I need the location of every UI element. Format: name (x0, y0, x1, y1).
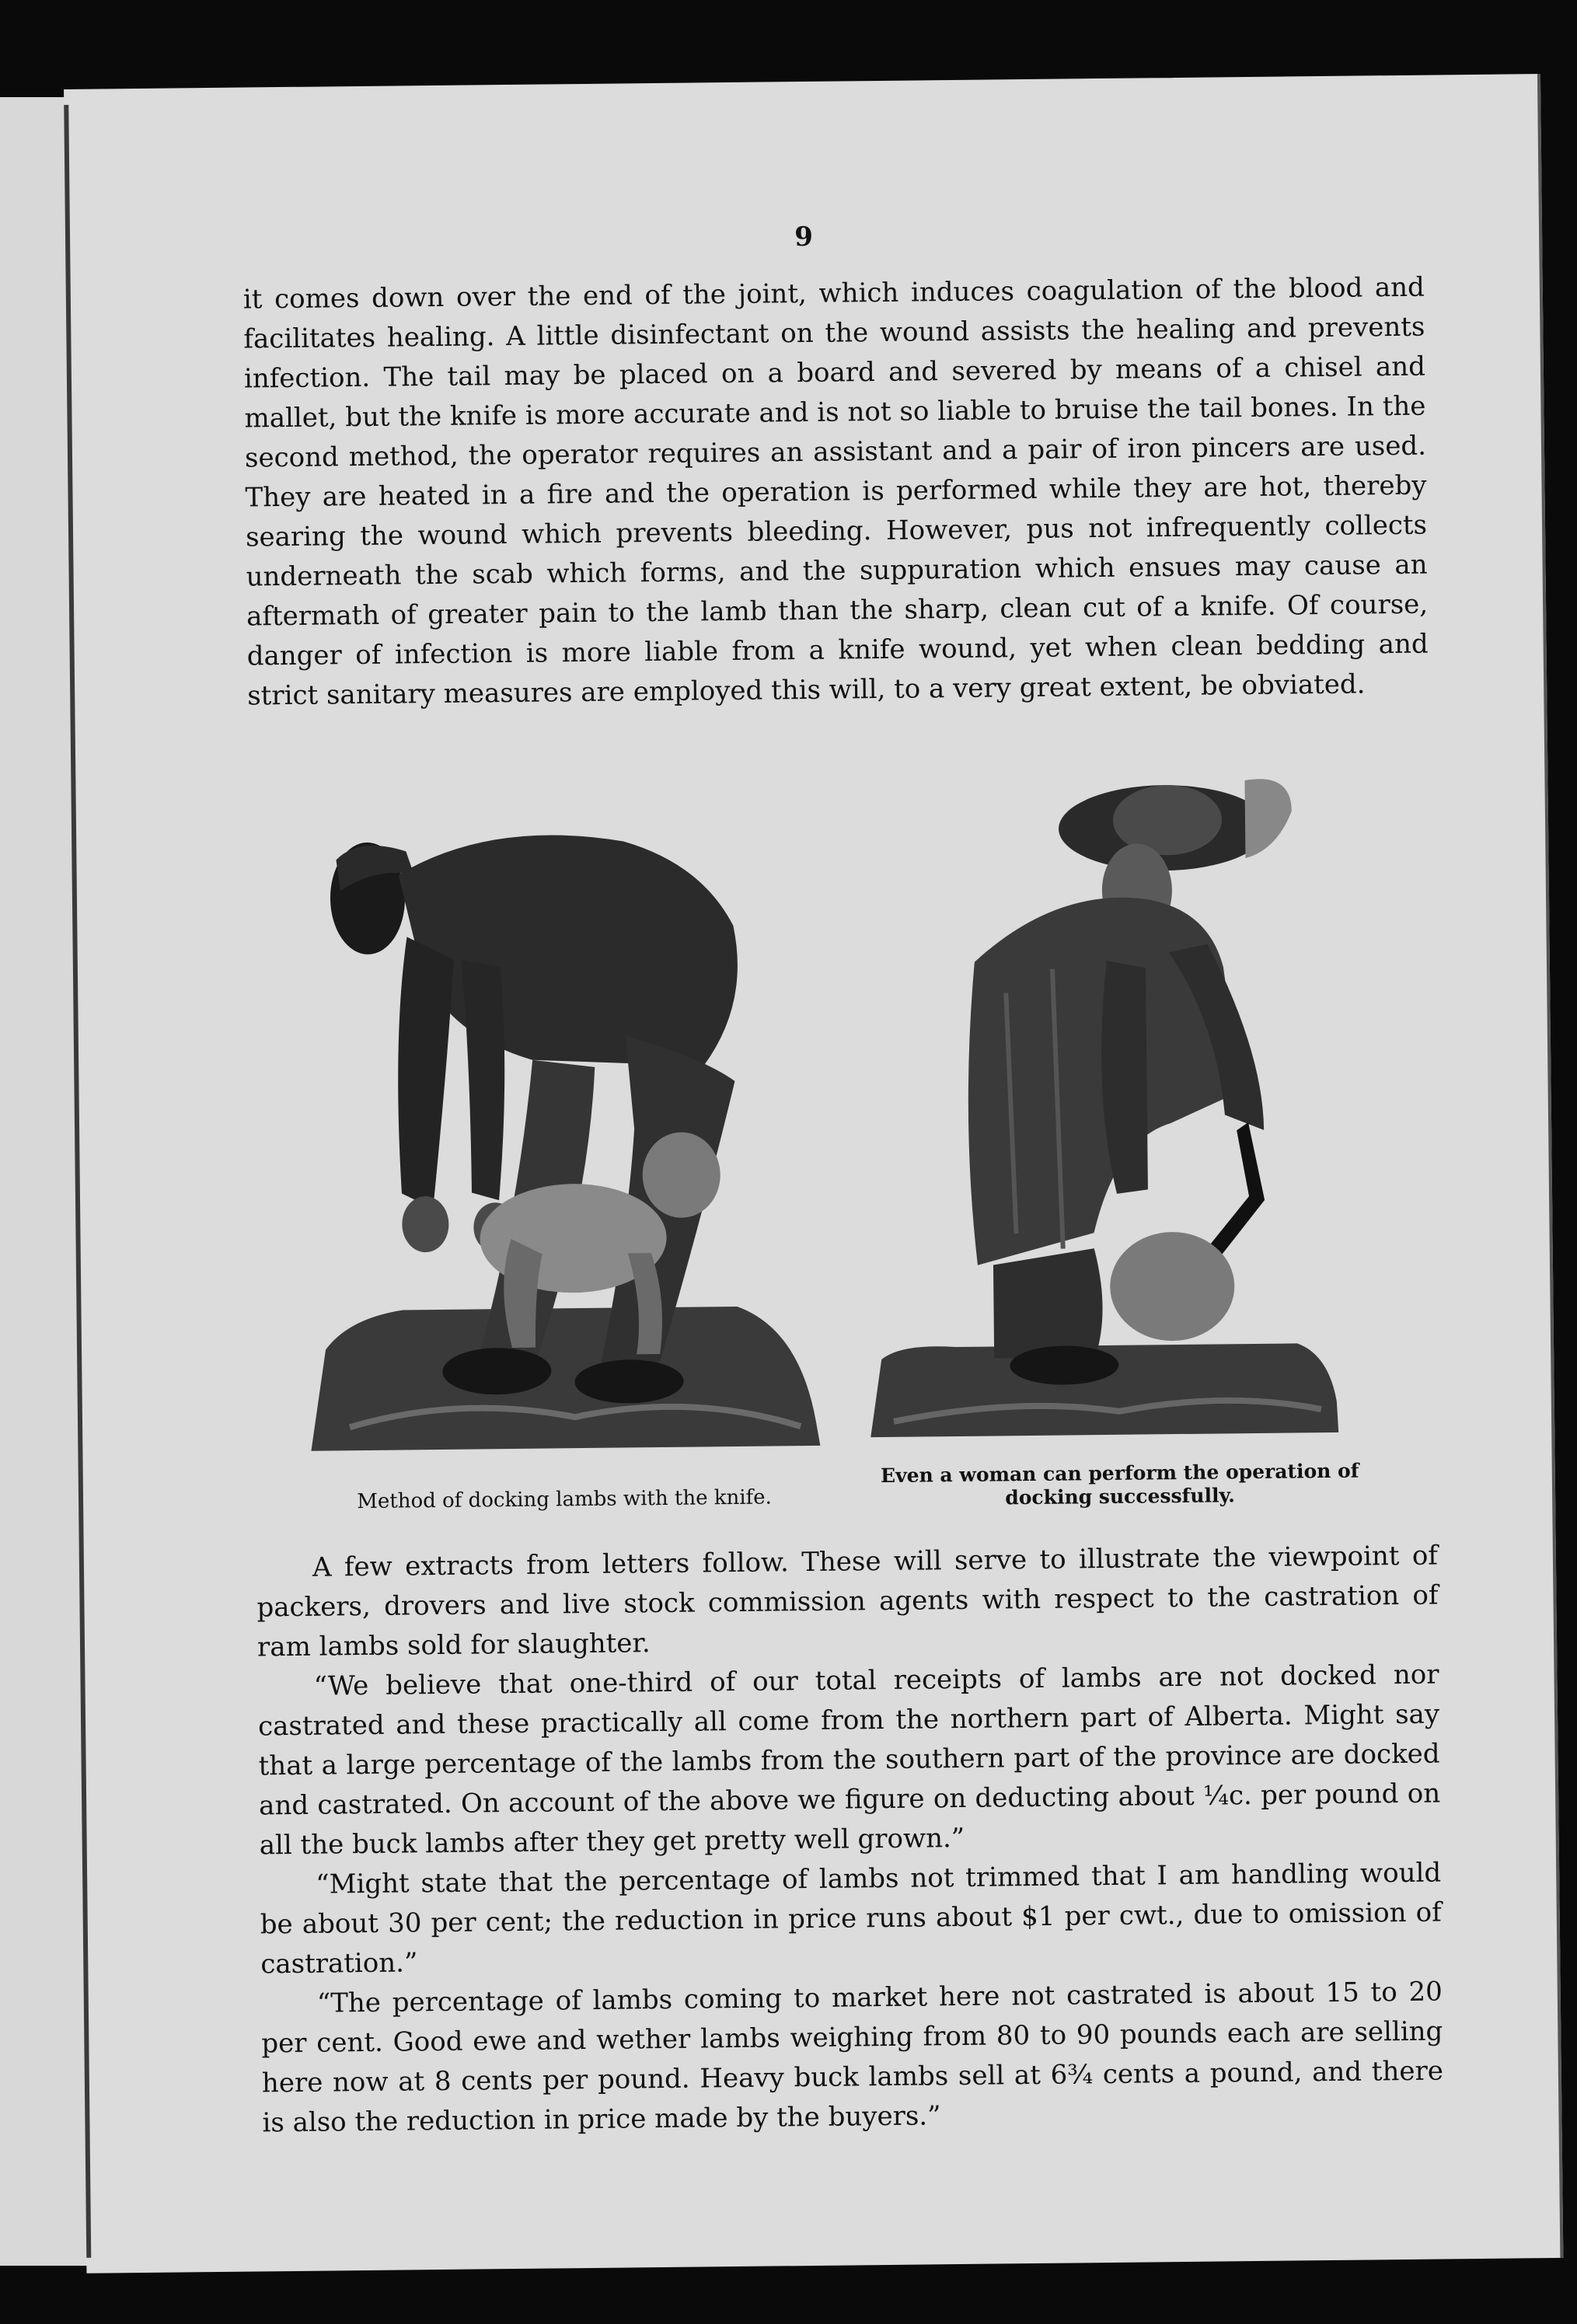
quote-three: “The percentage of lambs coming to market here not castrated is about 15 to 20 per cent. Good ewe and wether lambs weighing from 80 to 90 pounds each are selling here now at 8 cents per pound. Heavy buck lambs sell at 6¾ cents a pound, and there is also the reduction in price made by the buyers.” (261, 1976, 1444, 2139)
paragraph-tail-docking: it comes down over the end of the joint, which induces coagulation of the blood and facilitates healing. A little disinfectant on the wound assists the healing and prevents infection. The tail may be placed on a board and severed by means of a chisel and mallet, but the knife is more accurate and is not so liable to bruise the tail bones. In the second method, the operator requires an assistant and a pair of iron pincers are used. They are heated in a fire and the operation is performed while they are hot, thereby searing the wound which prevents bleeding. However, pus not infrequently collects underneath the scab which forms, and the suppuration which ensues may cause an aftermath of greater pain to the lamb than the sharp, clean cut of a knife. Of course, danger of infection is more liable from a knife wound, yet when clean bedding and strict sanitary measures are employed this will, to a very great extent, be obviated. (242, 271, 1429, 712)
photo-man-docking-lamb (297, 801, 832, 1474)
caption-knife-method: Method of docking lambs with the knife. (357, 1485, 773, 1514)
book-page (64, 74, 1563, 2273)
paragraph-letter-extracts: A few extracts from letters follow. These will serve to illustrate the viewpoint of packers, drovers and live stock commission agents with respect to the castration of ram lambs sold for slaughter. (256, 1540, 1439, 1663)
text-block-top (243, 268, 1429, 717)
text-block-bottom (256, 1537, 1444, 2144)
quote-one: “We believe that one-third of our total receipts of lambs are not docked nor castrated and these practically all come from the northern part of Alberta. Might say that a large percentage of the lambs from the southern part of the province are docked and castrated. On account of the above we figure on deducting about ¼c. per pound on all the buck lambs after they get pretty well grown.” (257, 1659, 1441, 1862)
caption-woman-operation: Even a woman can perform the operation of docking successfully. (880, 1459, 1359, 1509)
quote-two: “Might state that the percentage of lambs not trimmed that I am handling would be about 30 per cent; the reduction in price runs about $1 per cwt., due to omission of castration.” (260, 1857, 1442, 1980)
page-number: 9 (794, 221, 814, 253)
photo-woman-docking-lamb (856, 764, 1345, 1445)
